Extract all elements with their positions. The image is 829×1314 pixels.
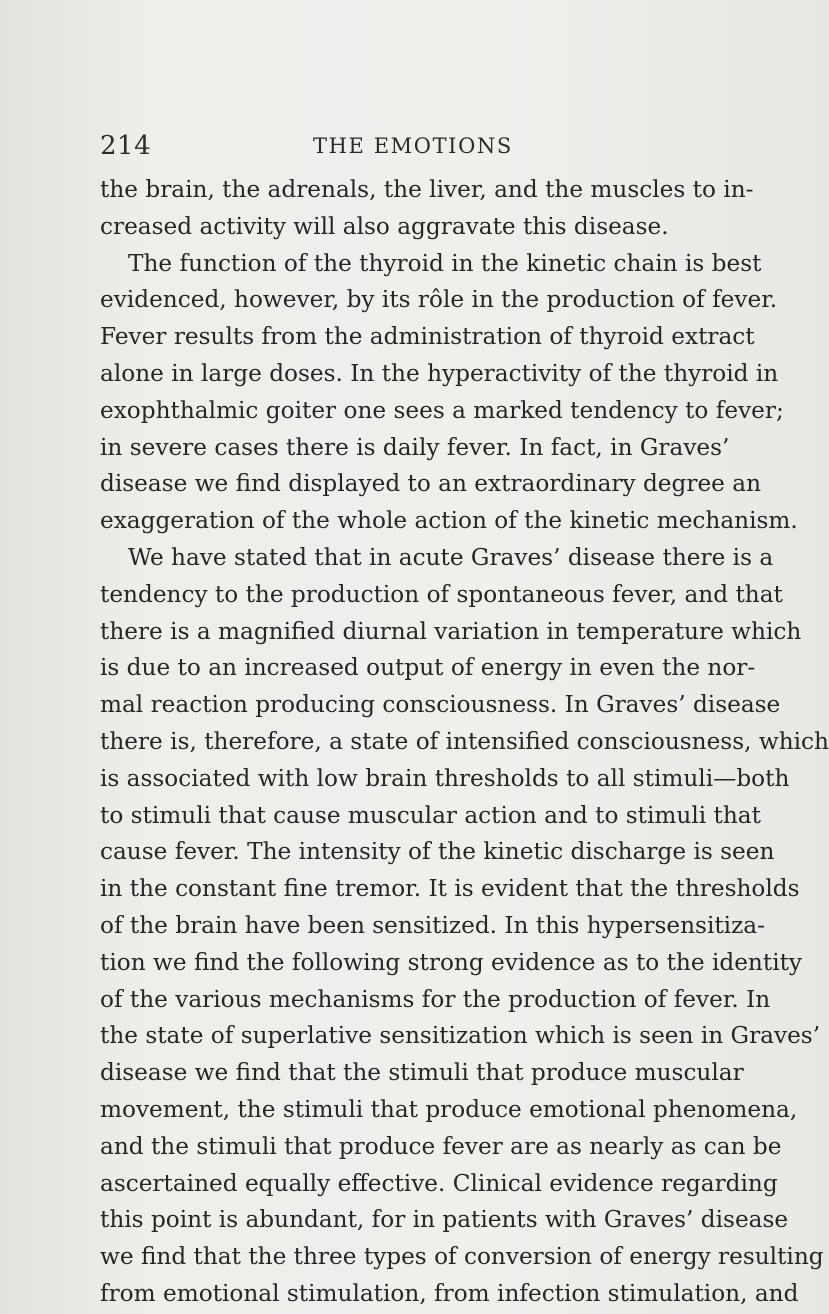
text-line: there is a magnified diurnal variation in temperature which [100, 617, 802, 645]
text-line: there is, therefore, a state of intensified consciousness, which [100, 727, 829, 755]
text-line: We have stated that in acute Graves’ disease there is a [128, 543, 774, 571]
text-line: exophthalmic goiter one sees a marked tendency to fever; [100, 396, 784, 424]
text-line: cause fever. The intensity of the kinetic discharge is seen [100, 838, 775, 866]
text-line: is associated with low brain thresholds to all stimuli—both [100, 764, 790, 792]
text-line: and the stimuli that produce fever are as nearly as can be [100, 1132, 782, 1160]
text-line: mal reaction producing consciousness. In Graves’ disease [100, 691, 781, 719]
text-line: disease we find displayed to an extraordinary degree an [100, 470, 762, 498]
text-line: in severe cases there is daily fever. In fact, in Graves’ [100, 433, 730, 461]
text-line: we find that the three types of conversion of energy resulting [100, 1243, 824, 1271]
page-number: 214 [100, 131, 152, 161]
text-line: tion we find the following strong evidence as to the identity [100, 948, 803, 976]
text-line: to stimuli that cause muscular action and to stimuli that [100, 801, 761, 829]
text-line: is due to an increased output of energy in even the nor- [100, 654, 756, 682]
text-line: The function of the thyroid in the kinetic chain is best [128, 249, 762, 277]
text-line: Fever results from the administration of thyroid extract [100, 323, 755, 351]
text-line: the state of superlative sensitization which is seen in Graves’ [100, 1022, 821, 1050]
text-line: disease we find that the stimuli that produce muscular [100, 1059, 744, 1087]
text-line: creased activity will also aggravate this disease. [100, 212, 669, 240]
body-text [100, 172, 829, 1313]
text-line: evidenced, however, by its rôle in the production of fever. [100, 286, 778, 314]
text-line: from emotional stimulation, from infection stimulation, and [100, 1279, 799, 1307]
text-line: in the constant fine tremor. It is evident that the thresholds [100, 875, 800, 903]
text-line: tendency to the production of spontaneous fever, and that [100, 580, 783, 608]
text-line: exaggeration of the whole action of the kinetic mechanism. [100, 507, 798, 535]
text-line: of the brain have been sensitized. In this hypersensitiza- [100, 911, 765, 939]
text-line: ascertained equally effective. Clinical evidence regarding [100, 1169, 778, 1197]
text-line: the brain, the adrenals, the liver, and the muscles to in- [100, 176, 754, 203]
text-line: alone in large doses. In the hyperactivity of the thyroid in [100, 359, 779, 387]
text-line: this point is abundant, for in patients with Graves’ disease [100, 1206, 789, 1234]
text-line: of the various mechanisms for the production of fever. In [100, 985, 771, 1013]
running-head [100, 131, 720, 171]
text-line: movement, the stimuli that produce emotional phenomena, [100, 1095, 798, 1123]
running-title: THE EMOTIONS [313, 134, 513, 158]
